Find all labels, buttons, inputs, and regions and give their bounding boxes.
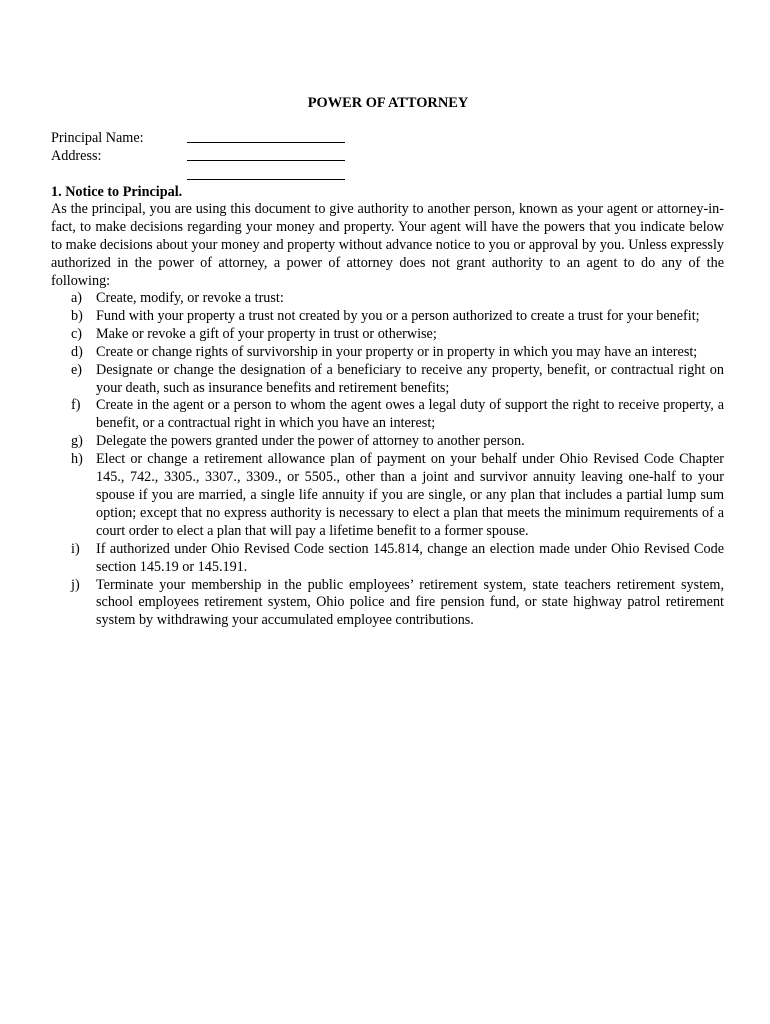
list-marker: c) [71,325,83,342]
list-item-text: Elect or change a retirement allowance plan of payment on your behalf under Ohio Revised Code Chapter 145., 742., 3305., 3307., 3309., or 5505., other than a joint and survivor annuity leaving one-half to your spouse if you are married, a single life annuity if you are single, or any plan that includes a partial lump sum option; except that no express authority is necessary to elect a plan that meets the minimum requirements of a court order to elect a plan that will pay a lifetime benefit to a former spouse. [96,451,724,539]
list-marker: g) [71,433,83,450]
principal-name-label: Principal Name: [51,130,144,146]
list-marker: b) [71,307,83,324]
section-heading: 1. Notice to Principal. [51,184,183,200]
list-item-text: Create, modify, or revoke a trust: [96,290,284,306]
list-marker: d) [71,343,83,360]
list-item [51,290,724,308]
list-item-text: Delegate the powers granted under the power of attorney to another person. [96,433,525,450]
principal-name-blank [187,142,345,143]
notice-paragraph: As the principal, you are using this document to give authority to another person, known as your agent or attorney-in-fact, to make decisions regarding your money and property. Your agent will have the powers that you indicate below to make decisions about your money and property without advance notice to you or approval by you. Unless expressly authorized in the power of attorney, a power of attorney does not grant authority to an agent to do any of the following: [51,201,724,289]
list-marker: f) [71,397,81,414]
list-marker: e) [71,361,83,378]
list-item [51,308,724,326]
restricted-powers-list [51,290,724,630]
list-marker: a) [71,290,83,306]
list-item [51,397,724,433]
list-item [51,451,724,541]
list-marker: j) [71,576,80,593]
list-item-text: Fund with your property a trust not created by you or a person authorized to create a trust for your benefit; [96,307,700,324]
list-item-text: Create or change rights of survivorship in your property or in property in which you may have an interest; [96,343,698,360]
address-blank-2 [187,179,345,180]
list-item-text: Terminate your membership in the public employees’ retirement system, state teachers retirement system, school employees retirement system, Ohio police and fire pension fund, or state highway patrol retirement system by withdrawing your accumulated employee contributions. [96,576,724,629]
address-blank-1 [187,160,345,161]
list-item-text: Create in the agent or a person to whom the agent owes a legal duty of support the right to receive property, a benefit, or a contractual right in which you have an interest; [96,397,724,432]
list-marker: i) [71,540,80,557]
address-label: Address: [51,148,102,164]
list-marker: h) [71,451,83,468]
list-item-text: If authorized under Ohio Revised Code section 145.814, change an election made under Ohio Revised Code section 145.19 or 145.191. [96,540,724,575]
list-item [51,344,724,362]
list-item-text: Make or revoke a gift of your property in trust or otherwise; [96,325,437,342]
list-item [51,362,724,398]
list-item-text: Designate or change the designation of a beneficiary to receive any property, benefit, or contractual right on your death, such as insurance benefits and retirement benefits; [96,361,724,396]
document-title: POWER OF ATTORNEY [307,95,469,111]
list-item [51,433,724,451]
list-item [51,541,724,577]
list-item [51,577,724,631]
list-item [51,326,724,344]
